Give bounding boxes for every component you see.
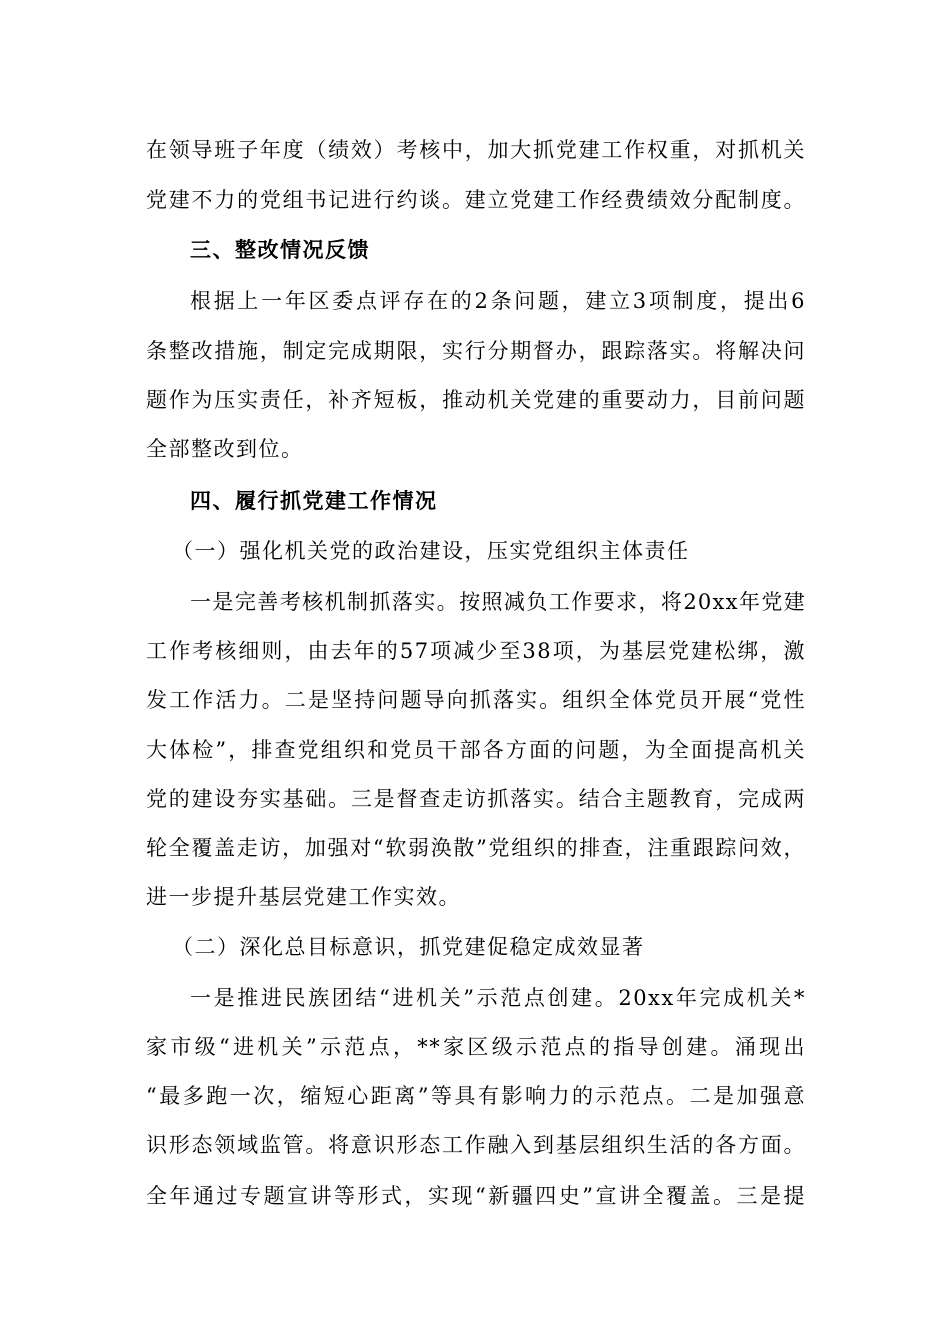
paragraph-line: 进一步提升基层党建工作实效。: [146, 885, 461, 909]
paragraph-line: 一是完善考核机制抓落实。按照减负工作要求，将20xx年党建: [190, 590, 806, 614]
paragraph-line: 题作为压实责任，补齐短板，推动机关党建的重要动力，目前问题: [146, 388, 806, 412]
paragraph-line: 党建不力的党组书记进行约谈。建立党建工作经费绩效分配制度。: [146, 188, 806, 212]
paragraph-line: 工作考核细则，由去年的57项减少至38项，为基层党建松绑，激: [146, 639, 806, 663]
paragraph-line: 党的建设夯实基础。三是督查走访抓落实。结合主题教育，完成两: [146, 787, 806, 811]
paragraph-line: 一是推进民族团结“进机关”示范点创建。20xx年完成机关*: [190, 986, 806, 1010]
paragraph-line: 在领导班子年度（绩效）考核中，加大抓党建工作权重，对抓机关: [146, 138, 806, 162]
paragraph-line: 大体检”，排查党组织和党员干部各方面的问题，为全面提高机关: [146, 738, 806, 762]
subsection-heading-1: （一）强化机关党的政治建设，压实党组织主体责任: [172, 539, 690, 563]
paragraph-line: 全部整改到位。: [146, 437, 304, 461]
paragraph-line: 根据上一年区委点评存在的2条问题，建立3项制度，提出6: [190, 289, 806, 313]
subsection-heading-2: （二）深化总目标意识，抓党建促稳定成效显著: [172, 935, 645, 959]
paragraph-line: 轮全覆盖走访，加强对“软弱涣散”党组织的排查，注重跟踪问效，: [146, 836, 806, 860]
paragraph-line: 识形态领域监管。将意识形态工作融入到基层组织生活的各方面。: [146, 1133, 806, 1157]
paragraph-line: “最多跑一次，缩短心距离”等具有影响力的示范点。二是加强意: [146, 1084, 806, 1108]
paragraph-line: 条整改措施，制定完成期限，实行分期督办，跟踪落实。将解决问: [146, 339, 806, 363]
paragraph-line: 家市级“进机关”示范点，**家区级示范点的指导创建。涌现出: [146, 1035, 806, 1059]
section-heading-3: 三、整改情况反馈: [190, 237, 370, 262]
paragraph-line: 全年通过专题宣讲等形式，实现“新疆四史”宣讲全覆盖。三是提: [146, 1184, 806, 1208]
paragraph-line: 发工作活力。二是坚持问题导向抓落实。组织全体党员开展“党性: [146, 688, 806, 712]
section-heading-4: 四、履行抓党建工作情况: [190, 488, 438, 513]
